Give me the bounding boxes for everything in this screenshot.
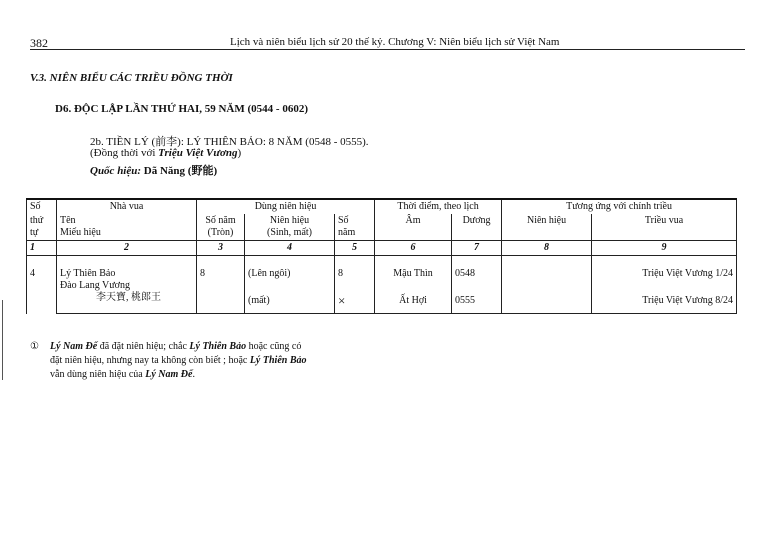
row-solar-1: 0548 [452, 256, 502, 282]
header-nha-vua: Nhà vua [57, 199, 197, 214]
header-rule [30, 49, 745, 50]
country-line [90, 162, 217, 178]
footnote-text-span: . [192, 369, 195, 380]
footnote-text-span: đã đặt niên hiệu; chắc [97, 341, 190, 352]
dynasty-line: 2b. TIỀN LÝ (前李): LÝ THIÊN BẢO: 8 NĂM (0548 - 0555). [90, 136, 369, 148]
king-alt-name: Đào Lang Vương [60, 280, 130, 291]
footnote-line-2 [50, 354, 307, 368]
column-number: 8 [502, 241, 592, 256]
row-stt: 4 [27, 256, 57, 314]
subheader-reign [245, 214, 335, 241]
row-event-death: (mất) [245, 281, 335, 314]
subheader-nien-hieu: Niên hiệu [269, 215, 310, 226]
king-chinese-name: 李天寶, 桃郎王 [96, 292, 161, 303]
country-label: Quốc hiệu: [90, 165, 142, 177]
column-number: 6 [375, 241, 452, 256]
scan-margin-line [2, 300, 3, 380]
subheader-tu: tự [30, 227, 39, 238]
subheader-stt [27, 214, 57, 241]
row-lunar-2: Ất Hợi [375, 281, 452, 314]
table-row [27, 256, 737, 282]
row-count-1: 8 [335, 256, 375, 282]
footnote-ruler-name: Lý Nam Đế [145, 369, 193, 380]
header-thoi-diem: Thời điểm, theo lịch [375, 199, 502, 214]
column-number-row [27, 241, 737, 256]
contemporary-line [90, 147, 241, 159]
row-event-accession: (Lên ngôi) [245, 256, 335, 282]
row-king [57, 256, 197, 314]
group-header-row [27, 199, 737, 214]
running-title: Lịch và niên biểu lịch sử 20 thế kỷ. Chương V: Niên biểu lịch sử Việt Nam [230, 36, 560, 48]
subheader-name [57, 214, 197, 241]
contemporary-prefix: (Đồng thời với [90, 147, 159, 159]
page-number: 382 [30, 36, 48, 50]
column-number: 9 [592, 241, 737, 256]
sub-header-row [27, 214, 737, 241]
row-nien-hieu-ct-2 [502, 281, 592, 314]
subheader-nien-hieu-ct: Niên hiệu [502, 214, 592, 241]
row-lunar-1: Mậu Thìn [375, 256, 452, 282]
column-number: 5 [335, 241, 375, 256]
contemporary-suffix: ) [237, 147, 242, 159]
section-title: V.3. NIÊN BIỂU CÁC TRIỀU ĐỒNG THỜI [30, 72, 233, 84]
subsection-title: D6. ĐỘC LẬP LẦN THỨ HAI, 59 NĂM (0544 - 0602) [55, 103, 308, 115]
footnote-text-span: vẫn dùng niên hiệu của [50, 369, 146, 380]
footnote-ruler-name: Lý Thiên Bảo [189, 341, 247, 352]
subheader-mieu-hieu: Miếu hiệu [60, 227, 101, 238]
column-number: 3 [197, 241, 245, 256]
footnote-line-3 [50, 368, 307, 382]
country-value: Dã Năng (野能) [141, 165, 218, 177]
subheader-sinh-mat: (Sinh, mất) [267, 227, 312, 238]
footnote-text-span: đặt niên hiệu, nhưng nay ta không còn biết ; hoặc [50, 355, 250, 366]
subheader-duong: Dương [452, 214, 502, 241]
subheader-am: Âm [375, 214, 452, 241]
row-court-2: Triệu Việt Vương 8/24 [592, 281, 737, 314]
subheader-years [197, 214, 245, 241]
subheader-count [335, 214, 375, 241]
footnote-text [50, 340, 307, 382]
header-so: Số [27, 199, 57, 214]
chronology-table [26, 198, 737, 314]
header-tuong-ung: Tương ứng với chính triều [502, 199, 737, 214]
row-years: 8 [197, 256, 245, 314]
subheader-trieu-vua: Triều vua [592, 214, 737, 241]
subheader-ten: Tên [60, 215, 76, 226]
column-number: 2 [57, 241, 197, 256]
footnote-line-1 [50, 340, 307, 354]
footnote-ruler-name: Lý Thiên Bảo [249, 355, 307, 366]
column-number: 7 [452, 241, 502, 256]
subheader-tron: (Tròn) [207, 227, 234, 238]
header-dung-nien-hieu: Dùng niên hiệu [197, 199, 375, 214]
subheader-nam: năm [338, 227, 356, 238]
contemporary-name: Triệu Việt Vương [158, 147, 238, 159]
subheader-so-nam: Số năm [205, 215, 236, 226]
row-count-2: × [335, 281, 375, 314]
row-solar-2: 0555 [452, 281, 502, 314]
column-number: 4 [245, 241, 335, 256]
king-name: Lý Thiên Bảo [60, 268, 116, 279]
subheader-thu: thứ [30, 215, 44, 226]
subheader-so: Số [338, 215, 349, 226]
footnote-ruler-name: Lý Nam Đế [50, 341, 98, 352]
footnote-mark: ① [30, 341, 39, 352]
row-court-1: Triệu Việt Vương 1/24 [592, 256, 737, 282]
column-number: 1 [27, 241, 57, 256]
row-nien-hieu-ct-1 [502, 256, 592, 282]
footnote-text-span: hoặc cũng có [246, 341, 302, 352]
